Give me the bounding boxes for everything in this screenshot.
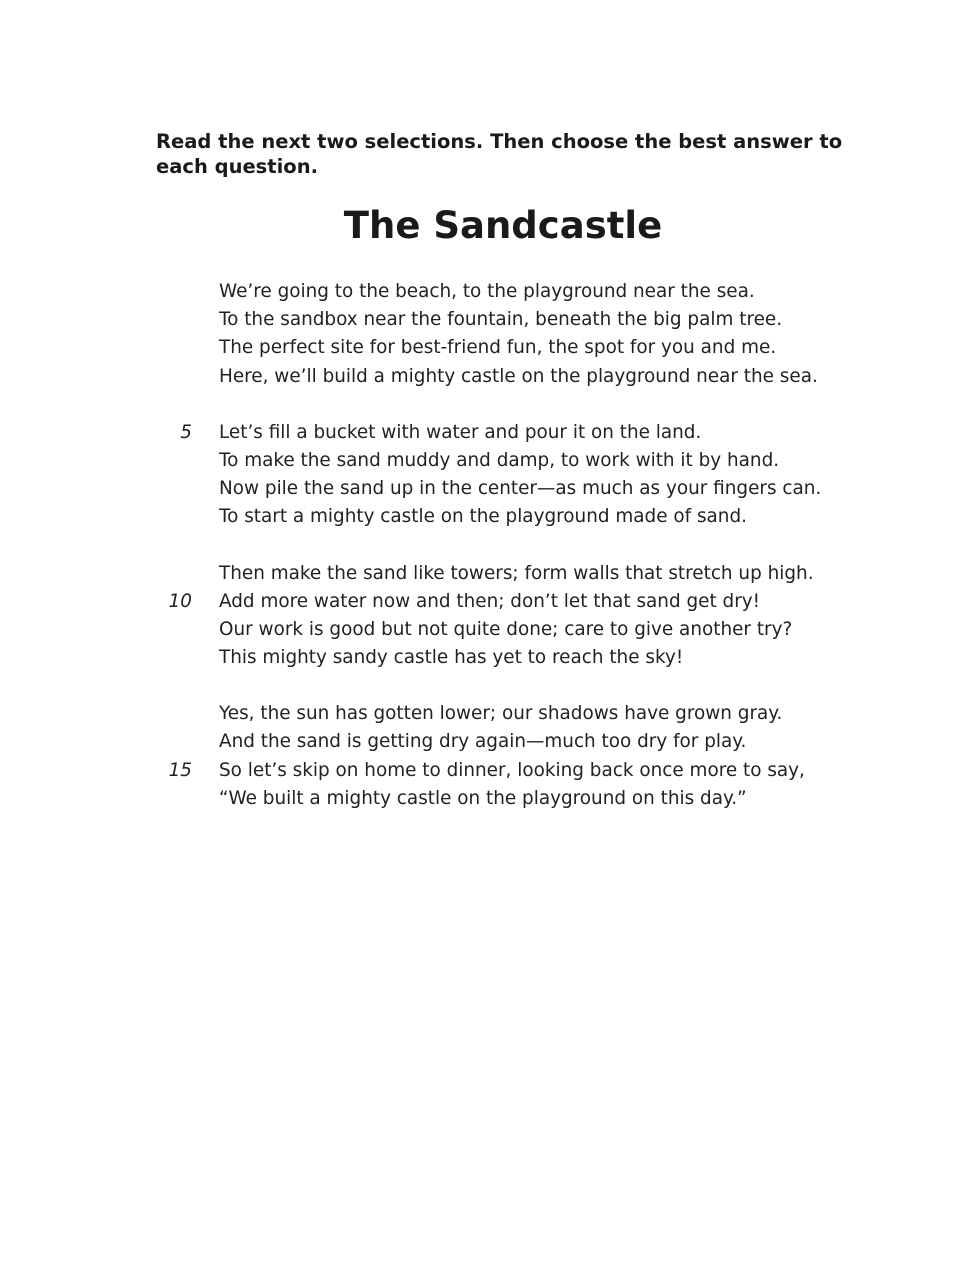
line-number: 5 bbox=[180, 421, 192, 443]
line-text: Let’s fill a bucket with water and pour it on the land. bbox=[219, 421, 702, 443]
line-text: Now pile the sand up in the center—as much as your fingers can. bbox=[219, 478, 822, 500]
line-text: Add more water now and then; don’t let that sand get dry! bbox=[219, 590, 761, 612]
line-text: Here, we’ll build a mighty castle on the playground near the sea. bbox=[219, 365, 818, 387]
instructions-line-2: each question. bbox=[156, 155, 318, 178]
poem-line bbox=[0, 644, 979, 672]
poem-line bbox=[0, 728, 979, 756]
line-text: “We built a mighty castle on the playground on this day.” bbox=[219, 787, 747, 809]
instructions bbox=[156, 129, 856, 179]
poem-line bbox=[0, 419, 979, 447]
stanza-2 bbox=[0, 419, 979, 532]
poem-line bbox=[0, 475, 979, 503]
line-number: 10 bbox=[168, 590, 192, 612]
poem-line bbox=[0, 785, 979, 813]
line-text: The perfect site for best-friend fun, the spot for you and me. bbox=[219, 337, 777, 359]
poem-line bbox=[0, 363, 979, 391]
poem-line bbox=[0, 306, 979, 334]
stanza-3 bbox=[0, 560, 979, 673]
line-text: To make the sand muddy and damp, to work with it by hand. bbox=[219, 449, 780, 471]
poem-line bbox=[0, 588, 979, 616]
line-text: We’re going to the beach, to the playground near the sea. bbox=[219, 281, 755, 302]
poem-line bbox=[0, 560, 979, 588]
instructions-line-1: Read the next two selections. Then choose the best answer to bbox=[156, 130, 843, 153]
poem-line bbox=[0, 447, 979, 475]
line-text: Our work is good but not quite done; care to give another try? bbox=[219, 618, 793, 640]
poem-line bbox=[0, 616, 979, 644]
line-text: To the sandbox near the fountain, beneath the big palm tree. bbox=[219, 309, 783, 331]
line-text: So let’s skip on home to dinner, looking back once more to say, bbox=[219, 759, 805, 781]
poem-line bbox=[0, 503, 979, 531]
line-text: Yes, the sun has gotten lower; our shadows have grown gray. bbox=[219, 703, 783, 725]
poem bbox=[0, 278, 979, 841]
line-text: This mighty sandy castle has yet to reach the sky! bbox=[219, 647, 684, 669]
stanza-4 bbox=[0, 700, 979, 813]
line-text: And the sand is getting dry again—much too dry for play. bbox=[219, 731, 747, 753]
poem-line bbox=[0, 757, 979, 785]
poem-line bbox=[0, 700, 979, 728]
poem-title: The Sandcastle bbox=[343, 204, 663, 247]
poem-line bbox=[0, 278, 979, 306]
line-text: Then make the sand like towers; form walls that stretch up high. bbox=[219, 562, 814, 584]
poem-line bbox=[0, 334, 979, 362]
stanza-1 bbox=[0, 278, 979, 391]
line-number: 15 bbox=[168, 759, 192, 781]
line-text: To start a mighty castle on the playground made of sand. bbox=[219, 506, 747, 528]
